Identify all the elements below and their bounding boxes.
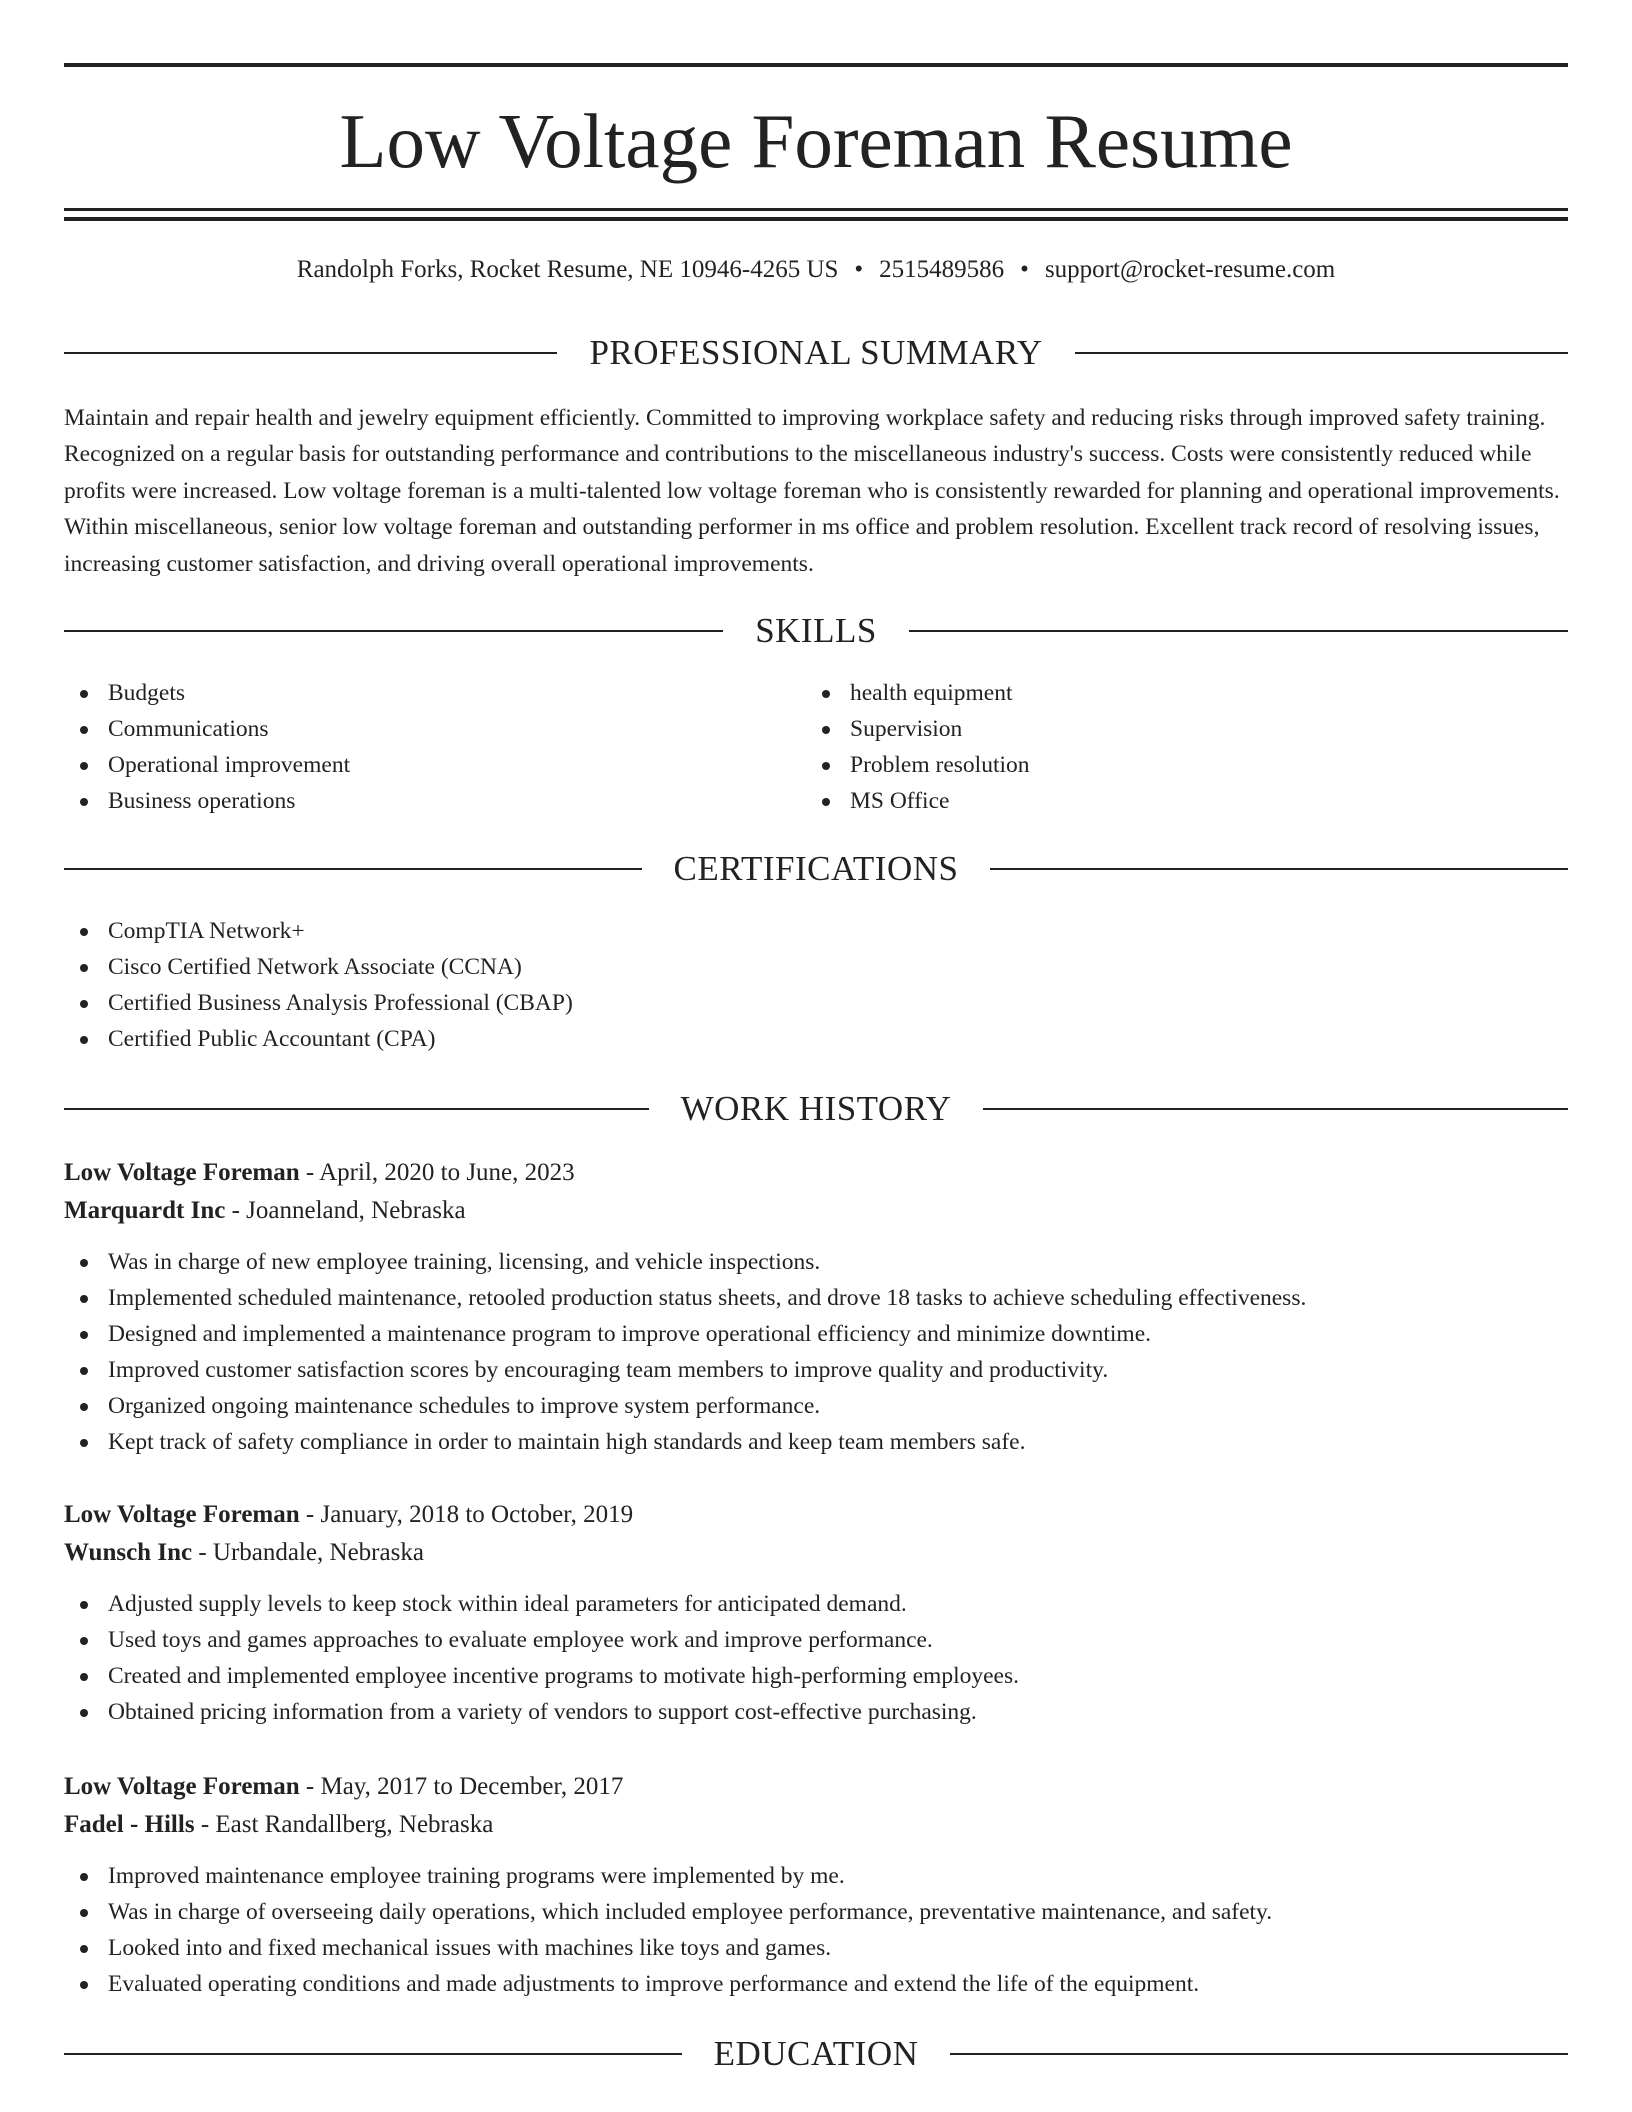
- job-company-line: [64, 1806, 1568, 1844]
- job-duty: Looked into and fixed mechanical issues with machines like toys and games.: [64, 1930, 1568, 1966]
- job-dates: - May, 2017 to December, 2017: [299, 1773, 624, 1800]
- job-company: Wunsch Inc: [64, 1539, 193, 1566]
- divider-line: [64, 630, 723, 632]
- job-duty: Was in charge of new employee training, licensing, and vehicle inspections.: [64, 1244, 1568, 1280]
- resume-title: Low Voltage Foreman Resume: [339, 98, 1293, 184]
- section-title-education: EDUCATION: [713, 2034, 919, 2073]
- divider-line: [1075, 352, 1568, 354]
- section-header-work-history: [64, 1087, 1568, 1131]
- section-title-summary: PROFESSIONAL SUMMARY: [589, 333, 1043, 372]
- job-duty: Kept track of safety compliance in order to maintain high standards and keep team members safe.: [64, 1424, 1568, 1460]
- job-duties-list: [64, 1586, 1568, 1730]
- job-duties-list: [64, 1858, 1568, 2002]
- job-duty: Improved customer satisfaction scores by encouraging team members to improve quality and productivity.: [64, 1352, 1568, 1388]
- contact-line: [64, 253, 1568, 287]
- skill-item: MS Office: [806, 783, 1546, 819]
- divider-line: [909, 630, 1568, 632]
- job-duty: Improved maintenance employee training programs were implemented by me.: [64, 1858, 1568, 1894]
- job-duty: Used toys and games approaches to evaluate employee work and improve performance.: [64, 1622, 1568, 1658]
- contact-address: Randolph Forks, Rocket Resume, NE 10946-4265 US: [296, 256, 839, 283]
- job-dates: - April, 2020 to June, 2023: [299, 1159, 575, 1186]
- section-header-summary: [64, 331, 1568, 375]
- skill-item: Problem resolution: [806, 747, 1546, 783]
- certification-item: CompTIA Network+: [64, 913, 1568, 949]
- divider-line: [990, 868, 1568, 870]
- job-location: - East Randallberg, Nebraska: [194, 1811, 494, 1838]
- job-company-line: [64, 1534, 1568, 1572]
- contact-email: support@rocket-resume.com: [1044, 256, 1336, 283]
- job-title-line: [64, 1768, 1568, 1806]
- contact-phone: 2515489586: [879, 256, 1005, 283]
- job-title-line: [64, 1154, 1568, 1192]
- summary-text: Maintain and repair health and jewelry equipment efficiently. Committed to improving workplace safety and reducing risks through improved safety training. Recognized on a regular basis for outstanding performance and contributions to the miscellaneous industry's success. Costs were consistently reduced while profits were increased. Low voltage foreman is a multi-talented low voltage foreman who is consistently rewarded for planning and operational improvements. Within miscellaneous, senior low voltage foreman and outstanding performer in ms office and problem resolution. Excellent track record of resolving issues, increasing customer satisfaction, and driving overall operational improvements.: [64, 405, 1560, 577]
- skills-list-left: [64, 675, 804, 819]
- section-header-certifications: [64, 847, 1568, 891]
- certification-item: Cisco Certified Network Associate (CCNA): [64, 949, 1568, 985]
- divider-line: [64, 1108, 649, 1110]
- job-duties-list: [64, 1244, 1568, 1460]
- job-entry: [64, 1154, 1568, 1460]
- job-company: Fadel - Hills: [64, 1811, 195, 1838]
- job-title: Low Voltage Foreman: [64, 1773, 300, 1800]
- job-title: Low Voltage Foreman: [64, 1501, 300, 1528]
- job-location: - Joanneland, Nebraska: [225, 1197, 466, 1224]
- job-duty: Adjusted supply levels to keep stock within ideal parameters for anticipated demand.: [64, 1586, 1568, 1622]
- certification-item: Certified Business Analysis Professional (CBAP): [64, 985, 1568, 1021]
- job-duty: Was in charge of overseeing daily operations, which included employee performance, preventative maintenance, and safety.: [64, 1894, 1568, 1930]
- divider-line: [64, 868, 642, 870]
- job-company-line: [64, 1192, 1568, 1230]
- section-title-work-history: WORK HISTORY: [680, 1089, 952, 1128]
- job-dates: - January, 2018 to October, 2019: [299, 1501, 634, 1528]
- section-header-education: [64, 2032, 1568, 2076]
- title-double-rule: [64, 208, 1568, 221]
- job-duty: Designed and implemented a maintenance program to improve operational efficiency and minimize downtime.: [64, 1316, 1568, 1352]
- job-company: Marquardt Inc: [64, 1197, 226, 1224]
- contact-separator: •: [1020, 256, 1029, 283]
- skill-item: Business operations: [64, 783, 804, 819]
- section-title-skills: SKILLS: [755, 611, 877, 650]
- skill-item: Supervision: [806, 711, 1546, 747]
- divider-line: [983, 1108, 1568, 1110]
- section-title-certifications: CERTIFICATIONS: [673, 849, 959, 888]
- contact-separator: •: [854, 256, 864, 283]
- job-entry: [64, 1496, 1568, 1730]
- job-duty: Evaluated operating conditions and made adjustments to improve performance and extend the life of the equipment.: [64, 1966, 1568, 2002]
- job-duty: Organized ongoing maintenance schedules to improve system performance.: [64, 1388, 1568, 1424]
- certification-item: Certified Public Accountant (CPA): [64, 1021, 1568, 1057]
- job-duty: Implemented scheduled maintenance, retooled production status sheets, and drove 18 tasks to achieve scheduling effectiveness.: [64, 1280, 1568, 1316]
- section-header-skills: [64, 609, 1568, 653]
- job-title-line: [64, 1496, 1568, 1534]
- skill-item: health equipment: [806, 675, 1546, 711]
- divider-line: [64, 352, 557, 354]
- job-entry: [64, 1768, 1568, 2002]
- job-location: - Urbandale, Nebraska: [192, 1539, 424, 1566]
- certifications-list: [64, 913, 1568, 1057]
- skill-item: Budgets: [64, 675, 804, 711]
- skill-item: Communications: [64, 711, 804, 747]
- divider-line: [64, 2053, 682, 2055]
- divider-line: [950, 2053, 1568, 2055]
- job-duty: Obtained pricing information from a variety of vendors to support cost-effective purchasing.: [64, 1694, 1568, 1730]
- skill-item: Operational improvement: [64, 747, 804, 783]
- job-title: Low Voltage Foreman: [64, 1159, 300, 1186]
- job-duty: Created and implemented employee incentive programs to motivate high-performing employees.: [64, 1658, 1568, 1694]
- top-rule: [64, 63, 1568, 67]
- skills-list-right: [806, 675, 1546, 819]
